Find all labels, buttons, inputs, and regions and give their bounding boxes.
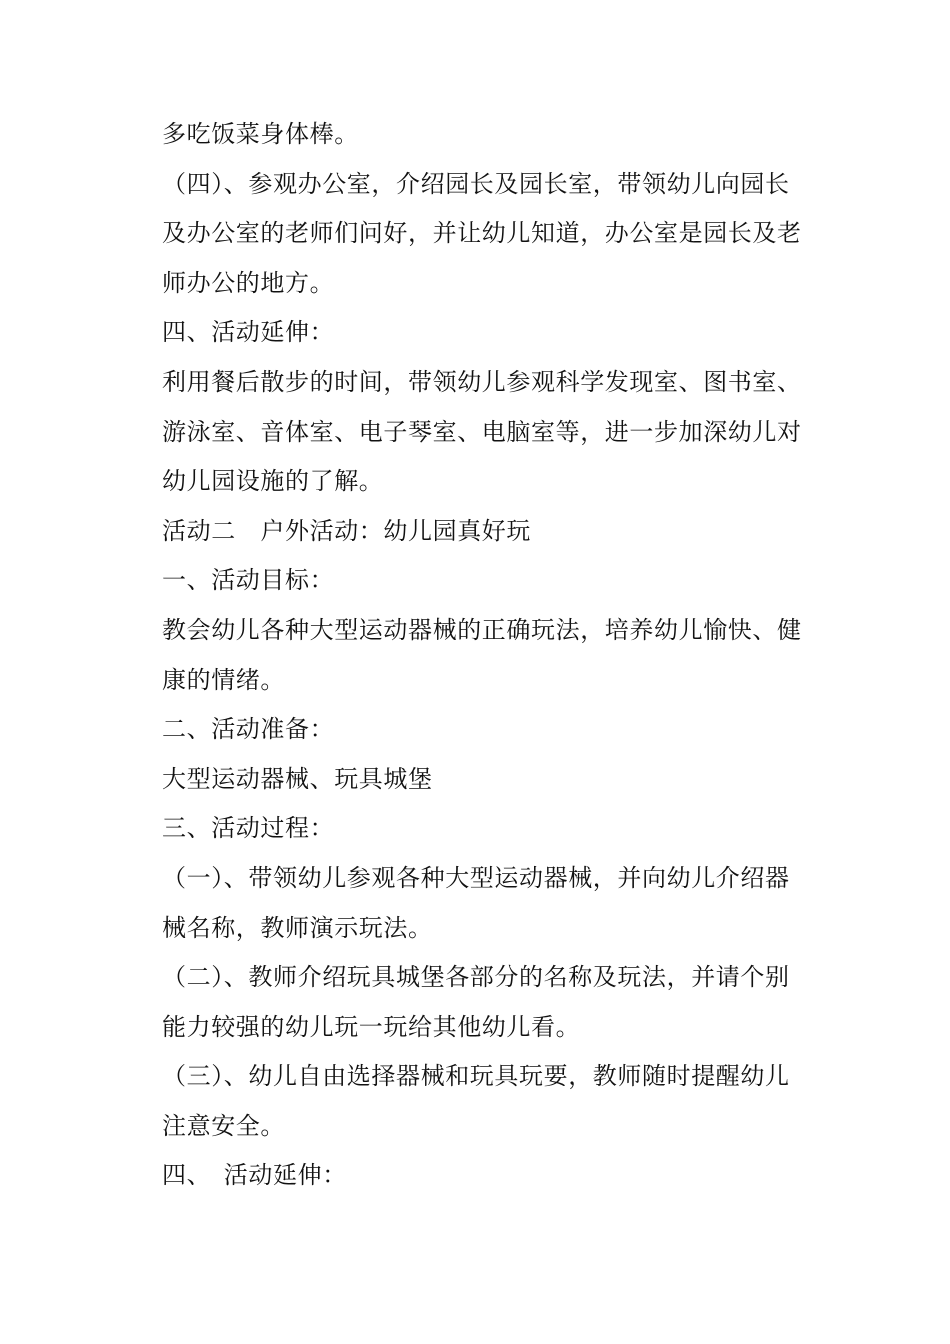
text-line: 利用餐后散步的时间，带领幼儿参观科学发现室、图书室、 [162,367,802,396]
text-line: 多吃饭菜身体棒。 [162,120,359,148]
text-line: 械名称，教师演示玩法。 [162,913,433,942]
section-heading: 三、活动过程： [162,814,335,843]
text-line: （一）、带领幼儿参观各种大型运动器械，并向幼儿介绍器 [162,863,790,892]
text-line: 教会幼儿各种大型运动器械的正确玩法，培养幼儿愉快、健 [162,615,802,644]
activity-title: 活动二 户外活动：幼儿园真好玩 [162,516,531,545]
text-line: 幼儿园设施的了解。 [162,467,384,496]
section-heading: 四、 活动延伸： [162,1161,347,1190]
section-heading: 一、活动目标： [162,566,335,595]
text-line: （三）、幼儿自由选择器械和玩具玩要，教师随时提醒幼儿 [162,1062,790,1091]
text-line: 及办公室的老师们问好，并让幼儿知道，办公室是园长及老 [162,219,802,248]
text-line: （二）、教师介绍玩具城堡各部分的名称及玩法，并请个别 [162,963,790,992]
text-line: 康的情绪。 [162,665,285,694]
text-line: 注意安全。 [162,1111,285,1140]
section-heading: 二、活动准备： [162,715,335,744]
text-line: 能力较强的幼儿玩一玩给其他幼儿看。 [162,1012,581,1041]
text-line: 师办公的地方。 [162,268,335,297]
text-line: 游泳室、音体室、电子琴室、电脑室等，进一步加深幼儿对 [162,417,802,446]
section-heading: 四、活动延伸： [162,318,335,347]
text-line: 大型运动器械、玩具城堡 [162,764,433,793]
document-body [162,110,802,1201]
text-line: （四）、参观办公室，介绍园长及园长室，带领幼儿向园长 [162,169,790,198]
